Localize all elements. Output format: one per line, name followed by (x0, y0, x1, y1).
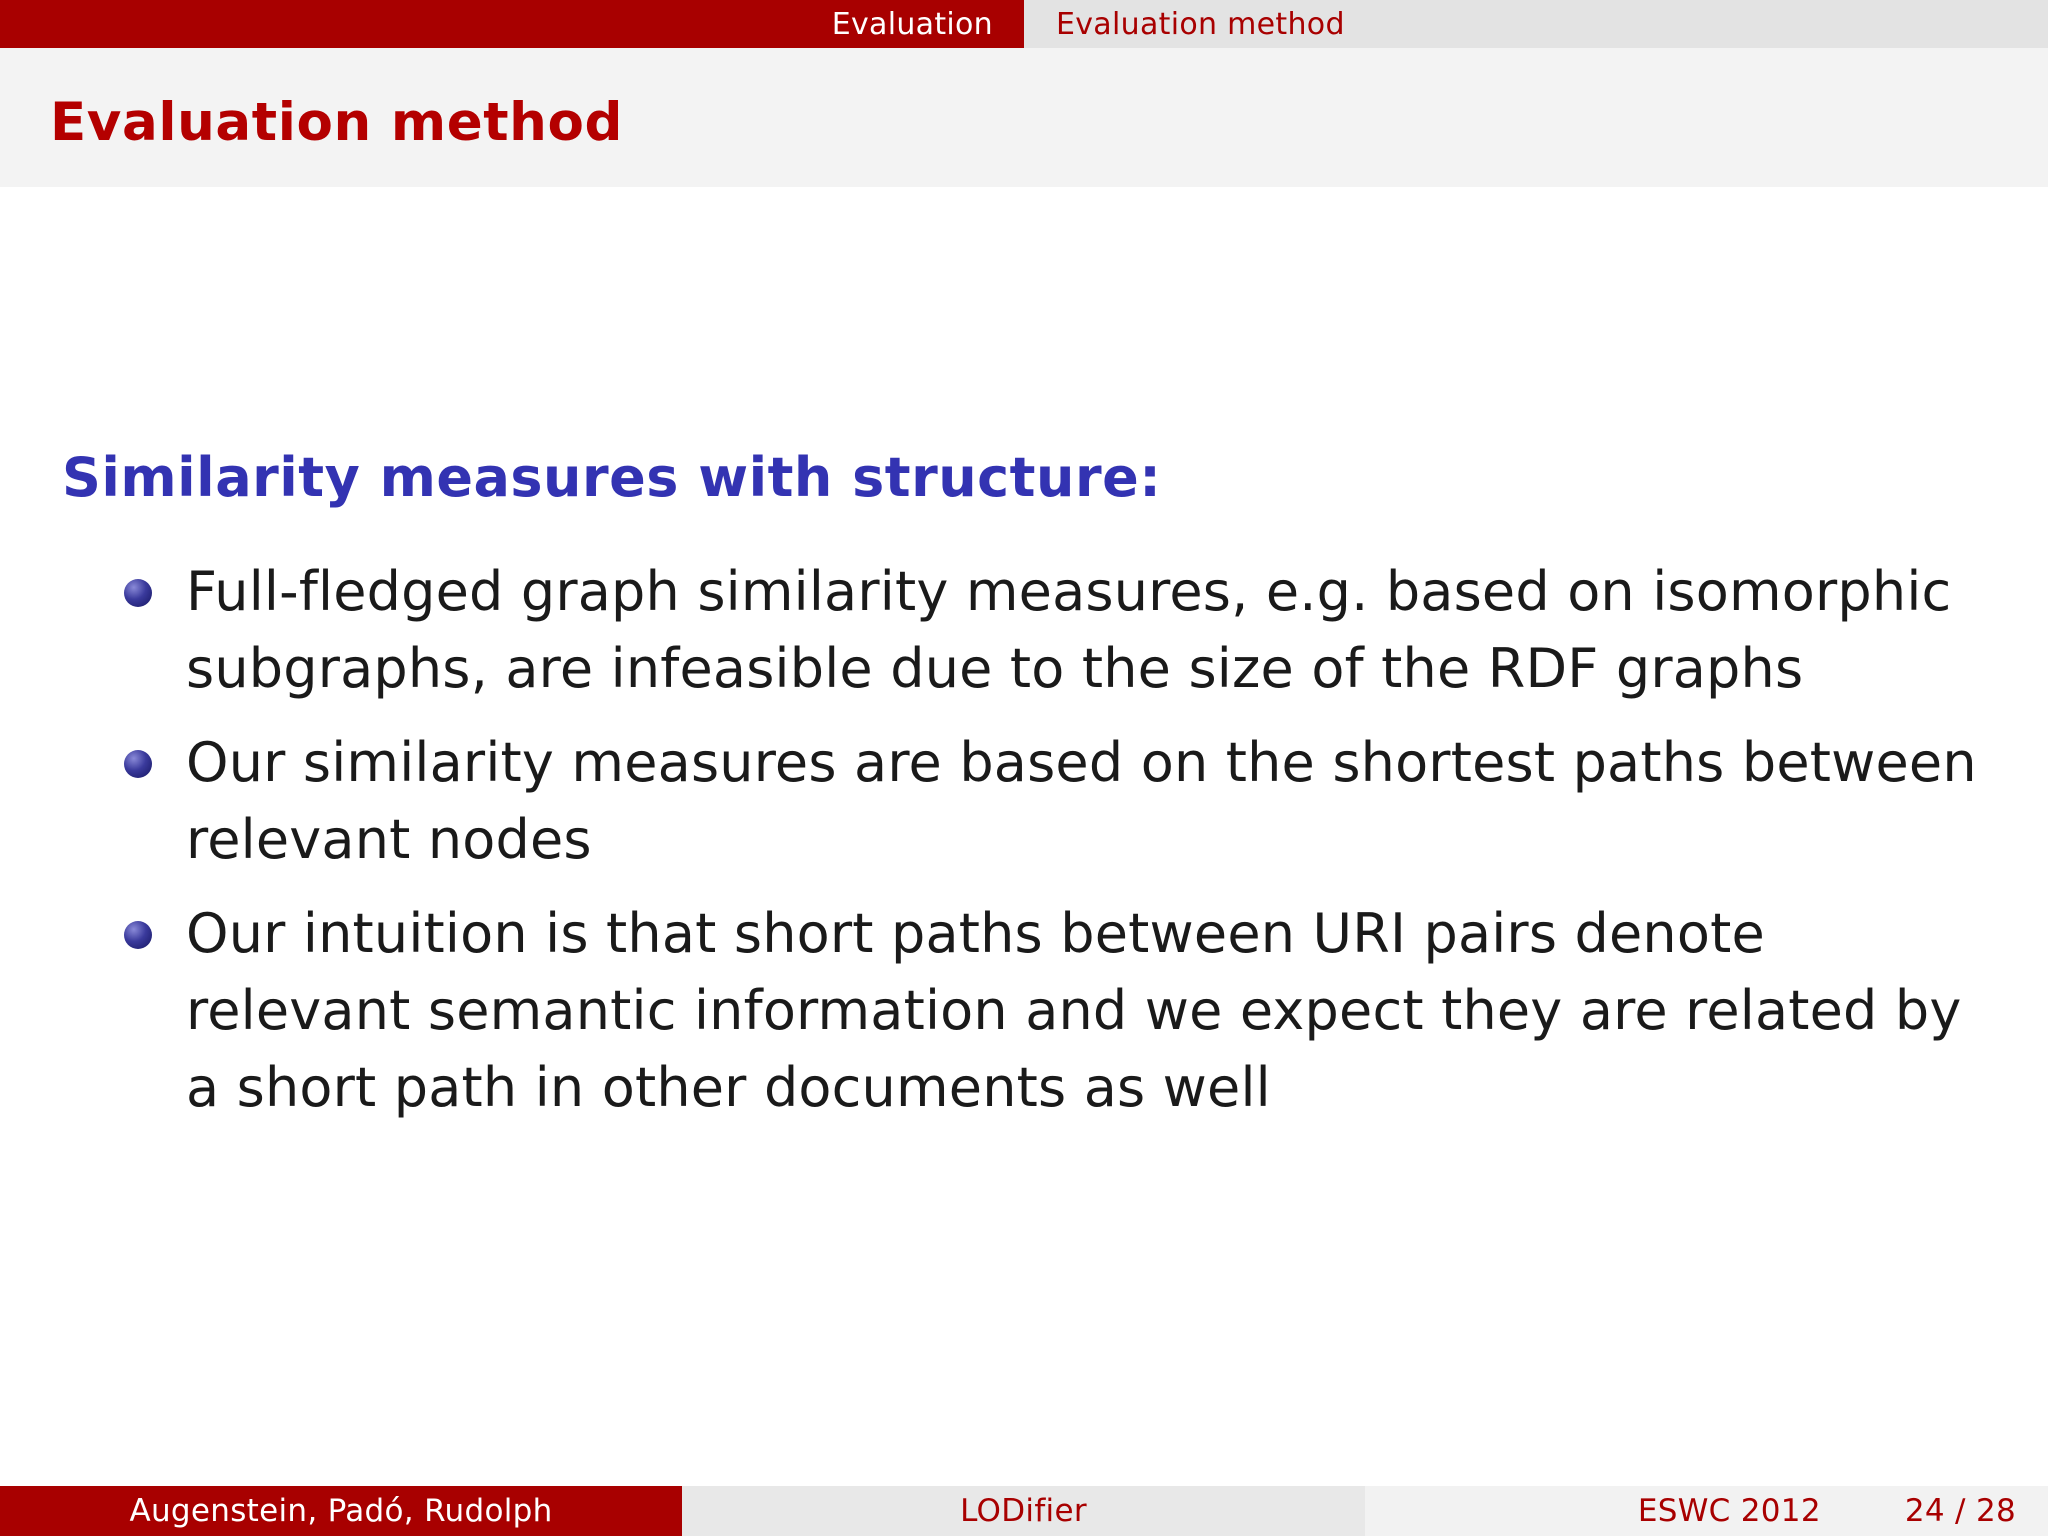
footer-conference: ESWC 2012 (1637, 1493, 1821, 1529)
footer-bar (0, 1486, 2048, 1536)
nav-section-link[interactable]: Evaluation (831, 6, 993, 42)
nav-section-cell (0, 0, 1024, 48)
bullet-ball-icon (124, 921, 152, 949)
bullet-list (120, 553, 1990, 1143)
bullet-text: Full-fledged graph similarity measures, e.g. based on isomorphic subgraphs, are infeasible due to the size of the RDF graphs (186, 560, 1952, 700)
footer-page-number: 24 / 28 (1904, 1493, 2016, 1529)
footer-short-title: LODifier (682, 1486, 1365, 1536)
nav-subsection-link[interactable]: Evaluation method (1056, 6, 1345, 42)
frame-title: Evaluation method (50, 92, 624, 153)
nav-subsection-cell (1024, 0, 2048, 48)
footer-right-cell (1365, 1486, 2048, 1536)
bullet-item (120, 553, 1990, 707)
bullet-item (120, 724, 1990, 878)
block-title: Similarity measures with structure: (62, 446, 1162, 509)
top-navigation-bar (0, 0, 2048, 48)
frame-title-band (0, 48, 2048, 187)
bullet-text: Our similarity measures are based on the shortest paths between relevant nodes (186, 731, 1977, 871)
bullet-ball-icon (124, 579, 152, 607)
bullet-text: Our intuition is that short paths between URI pairs denote relevant semantic information and we expect they are related by a short path in other documents as well (186, 902, 1962, 1119)
bullet-ball-icon (124, 750, 152, 778)
bullet-item (120, 895, 1990, 1126)
footer-authors: Augenstein, Padó, Rudolph (0, 1486, 682, 1536)
